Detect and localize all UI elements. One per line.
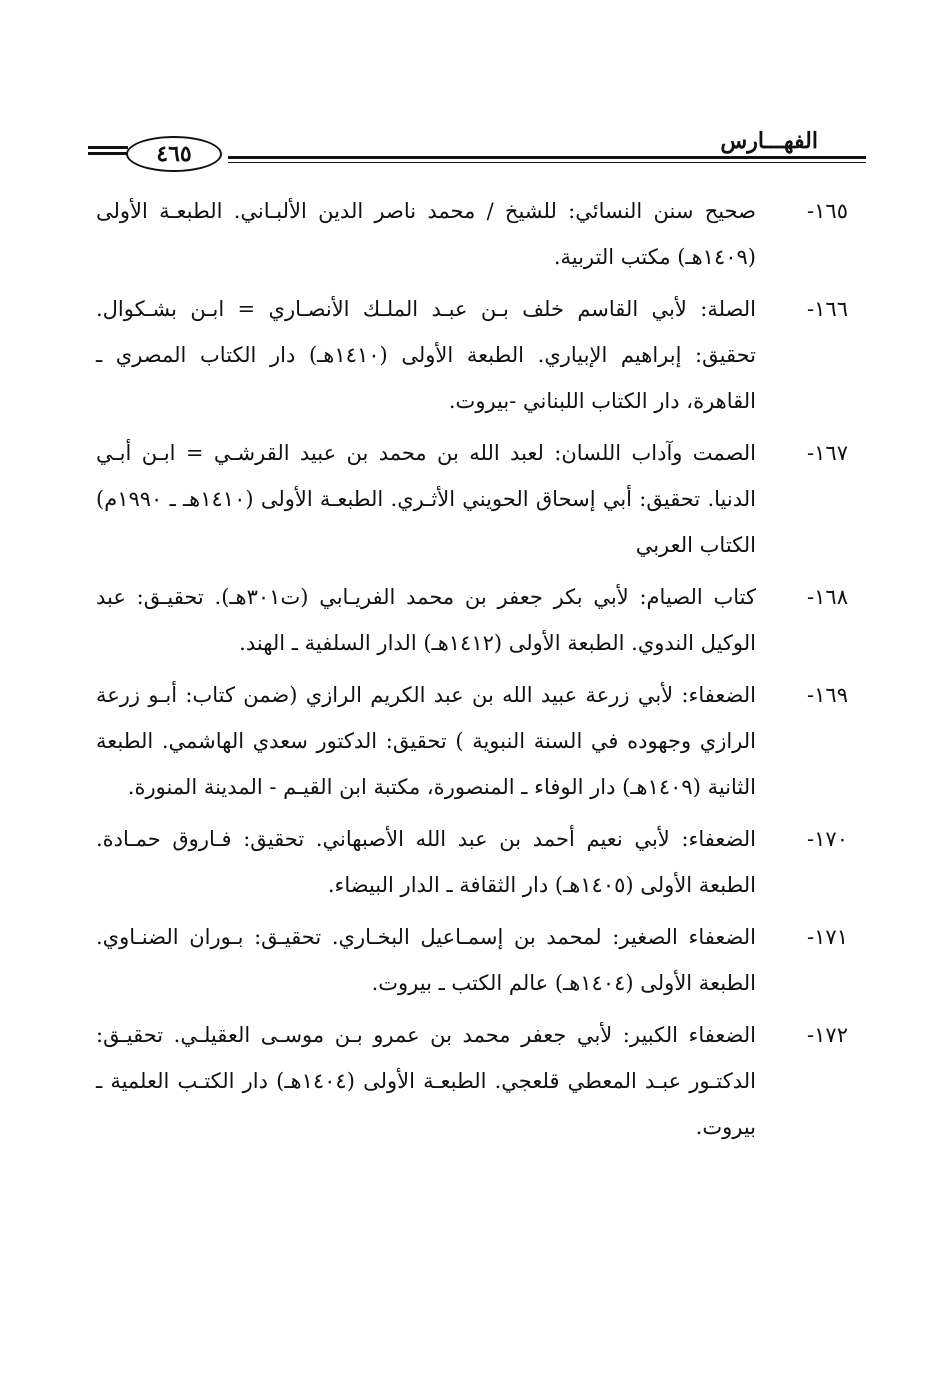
header-rule bbox=[228, 156, 866, 166]
entry-text: كتاب الصيام: لأبي بكر جعفر بن محمد الفريـابي (ت٣٠١هـ). تحقيـق: عبد الوكيل الندوي. الطبعة الأولى (١٤١٢هـ) الدار السلفية ـ الهند. bbox=[96, 585, 756, 655]
entry-text: الضعفاء الصغير: لمحمد بن إسمـاعيل البخـاري. تحقيـق: بـوران الضنـاوي. الطبعة الأولى (١٤٠٤هـ) عالم الكتب ـ بيروت. bbox=[96, 925, 756, 995]
entry-text: الضعفاء: لأبي نعيم أحمد بن عبد الله الأصبهاني. تحقيق: فـاروق حمـادة. الطبعة الأولى (١٤٠٥هـ) دار الثقافة ـ الدار البيضاء. bbox=[96, 827, 756, 897]
index-entry bbox=[96, 188, 848, 280]
entry-number: ١٧٠- bbox=[807, 827, 848, 851]
entry-number: ١٧١- bbox=[807, 925, 848, 949]
index-entry bbox=[96, 914, 848, 1006]
entry-number: ١٦٦- bbox=[807, 297, 848, 321]
entry-text: صحيح سنن النسائي: للشيخ / محمد ناصر الدين الألبـاني. الطبعـة الأولى (١٤٠٩هـ) مكتب التربية. bbox=[96, 199, 756, 269]
entry-text: الصمت وآداب اللسان: لعبد الله بن محمد بن عبيد القرشـي = ابـن أبـي الدنيا. تحقيق: أبي إسحاق الحويني الأثـري. الطبعـة الأولى (١٤١٠هـ ـ ١٩٩٠م) الكتاب العربي bbox=[96, 441, 756, 557]
header-title: الفهـــارس bbox=[720, 128, 818, 154]
entry-text: الصلة: لأبي القاسم خلف بـن عبـد الملـك الأنصـاري = ابـن بشـكوال. تحقيق: إبراهيم الإبياري. الطبعة الأولى (١٤١٠هـ) دار الكتاب المصري ـ القاهرة، دار الكتاب اللبناني -بيروت. bbox=[96, 297, 756, 413]
index-entry bbox=[96, 1012, 848, 1150]
index-entry bbox=[96, 286, 848, 424]
index-list bbox=[96, 188, 848, 1156]
entry-text: الضعفاء: لأبي زرعة عبيد الله بن عبد الكريم الرازي (ضمن كتاب: أبـو زرعة الرازي وجهوده في السنة النبوية ) تحقيق: الدكتور سعدي الهاشمي. الطبعة الثانية (١٤٠٩هـ) دار الوفاء ـ المنصورة، مكتبة ابن القيـم - المدينة المنورة. bbox=[96, 683, 756, 799]
entry-text: الضعفاء الكبير: لأبي جعفر محمد بن عمرو بـن موسـى العقيلـي. تحقيـق: الدكتـور عبـد المعطي قلعجي. الطبعـة الأولى (١٤٠٤هـ) دار الكتـب العلمية ـ بيروت. bbox=[96, 1023, 757, 1139]
index-entry bbox=[96, 672, 848, 810]
header-rule-left bbox=[88, 146, 128, 160]
index-entry bbox=[96, 430, 848, 568]
page-number: ٤٦٥ bbox=[126, 136, 222, 172]
entry-number: ١٦٨- bbox=[807, 585, 848, 609]
index-entry bbox=[96, 574, 848, 666]
entry-number: ١٦٥- bbox=[807, 199, 848, 223]
index-entry bbox=[96, 816, 848, 908]
entry-number: ١٦٩- bbox=[807, 683, 848, 707]
entry-number: ١٦٧- bbox=[807, 441, 848, 465]
page-header bbox=[88, 128, 866, 180]
entry-number: ١٧٢- bbox=[807, 1023, 848, 1047]
